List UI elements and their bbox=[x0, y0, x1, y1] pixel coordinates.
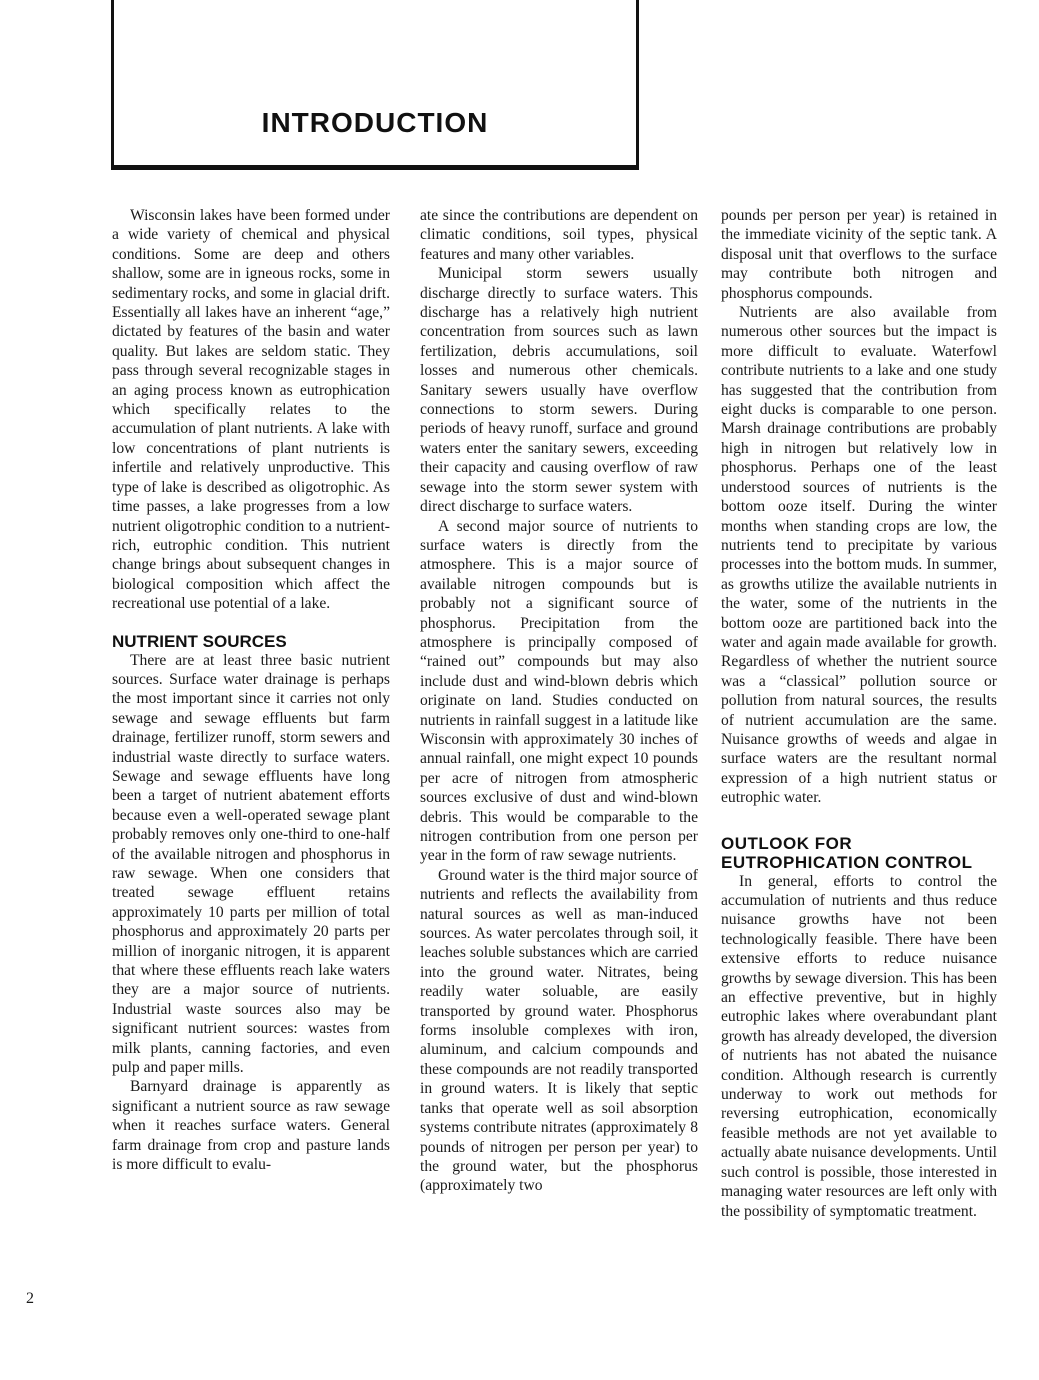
title-box bbox=[111, 0, 639, 170]
atmosphere-paragraph: A second major source of nutrients to surface waters is directly from the atmosphere. This is a major source of available nitrogen compounds but is probably not a significant source of phosphorus. Precipitation from the atmosphere is principally composed of “rained out” compounds but may also include dust and wind-blown debris which originate on land. Studies conducted on nutrients in rainfall suggest in a latitude like Wisconsin with approximately 30 inches of annual rainfall, one might expect 10 pounds per acre of nitrogen from atmospheric sources exclusive of dust and wind-blown debris. This would be comparable to the nitrogen contribution from one person per year in the form of raw sewage nutrients. bbox=[420, 517, 698, 865]
nutrient-sources-paragraph: There are at least three basic nutrient sources. Surface water drainage is perhaps the most important since it carries not only sewage and sewage effluents but farm drainage, fertilizer runoff, storm sewers and industrial waste directly to surface waters. Sewage and sewage effluents have long been a target of nutrient abatement efforts because even a well-operated sewage plant probably removes only one-third to one-half of the available nitrogen and phosphorus in raw sewage. When one considers that treated sewage effluent retains approximately 10 parts per million of total phosphorus and approximately 20 parts per million of inorganic nitrogen, it is apparent that where these effluents reach lake waters they are a major source of nutrients. Industrial waste sources also may be significant nutrient sources: wastes from milk plants, canning factories, and even pulp and paper mills. bbox=[112, 651, 390, 1077]
text-column-1 bbox=[112, 206, 390, 1175]
intro-paragraph: Wisconsin lakes have been formed under a wide variety of chemical and physical conditions. Some are deep and others shallow, some are in igneous rocks, some in sedimentary rocks, and some in glacial drift. Essentially all lakes have an inherent “age,” dictated by features of the basin and water quality. But lakes are seldom static. They pass through several recognizable stages in an aging process known as eutrophication which specifically relates to the accumulation of plant nutrients. A lake with low concentrations of plant nutrients is infertile and relatively unproductive. This type of lake is described as oligotrophic. As time passes, a lake progresses from a low nutrient oligotrophic condition to a nutrient-rich, eutrophic condition. This nutrient change brings about subsequent changes in biological composition which affect the recreational use potential of a lake. bbox=[112, 207, 390, 613]
nutrient-sources-heading: NUTRIENT SOURCES bbox=[112, 631, 287, 651]
barnyard-drainage-paragraph: Barnyard drainage is apparently as significant a nutrient source as raw sewage when it reaches surface waters. General farm drainage from crop and pasture lands is more difficult to evalu- bbox=[112, 1078, 390, 1174]
outlook-heading: OUTLOOK FOR EUTROPHICATION CONTROL bbox=[721, 833, 973, 872]
page-title: INTRODUCTION bbox=[261, 107, 489, 138]
continued-paragraph: pounds per person per year) is retained in the immediate vicinity of the septic tank. A disposal unit that overflows to the surface may contribute both nitrogen and phosphorus compounds. bbox=[721, 207, 997, 302]
continued-paragraph: ate since the contributions are dependent on climatic conditions, soil types, physical features and many other variables. bbox=[420, 207, 698, 263]
text-column-3 bbox=[721, 206, 997, 1221]
ground-water-paragraph: Ground water is the third major source of nutrients and reflects the availability from natural sources as well as man-induced sources. As water percolates through soil, it leaches soluble substances which are carried into the ground water. Nitrates, being readily water soluable, are easily transported by ground water. Phosphorus forms insoluble complexes with iron, aluminum, and calcium compounds and these compounds are not readily transported in ground waters. It is likely that septic tanks that operate well as soil absorption systems contribute nitrates (approximately 8 pounds of nitrogen per person per year) to the ground water, but the phosphorus (approximately two bbox=[420, 866, 698, 1195]
outlook-paragraph: In general, efforts to control the accumulation of nutrients and thus reduce nuisance growths have not been technologically feasible. There have been extensive efforts to reduce nuisance growths by sewage diversion. This has been an effective preventive, but in highly eutrophic lakes where overabundant plant growth has already developed, the diversion of nutrients has not abated the nuisance condition. Although research is currently underway to work out methods for reversing eutrophication, economically feasible methods are not yet available to actually abate nuisance developments. Until such control is possible, those interested in managing water resources are left only with the possibility of symptomatic treatment. bbox=[721, 872, 997, 1220]
other-sources-paragraph: Nutrients are also available from numerous other sources but the impact is more difficult to evaluate. Waterfowl contribute nutrients to a lake and one study has suggested that the contribution from eight ducks is comparable to one person. Marsh drainage contributions are probably high in nitrogen but relatively low in phosphorus. Perhaps one of the least understood sources of nutrients is the bottom ooze itself. During the winter months when standing crops are low, the nutrients tend to precipitate by various processes into the bottom muds. In summer, as growths utilize the available nutrients in the water, some of the nutrients in the bottom ooze are partitioned back into the water and again made available for growth. Regardless of whether the nutrient source was a “classical” pollution source or pollution from natural sources, the results of nutrient accumulation are the same. Nuisance growths of weeds and algae in surface waters are the resultant normal expression of a high nutrient status or eutrophic water. bbox=[721, 304, 997, 807]
text-column-2 bbox=[420, 206, 698, 1196]
storm-sewers-paragraph: Municipal storm sewers usually discharge directly to surface waters. This discharge has a relatively high nutrient concentration from sources such as lawn fertilization, debris accumulations, soil losses and numerous other chemicals. Sanitary sewers usually have overflow connections to storm sewers. During periods of heavy runoff, surface and ground waters enter the sanitary sewers, exceeding their capacity and causing overflow of raw sewage into the storm sewer system with direct discharge to surface waters. bbox=[420, 265, 698, 516]
page-number: 2 bbox=[26, 1290, 34, 1307]
